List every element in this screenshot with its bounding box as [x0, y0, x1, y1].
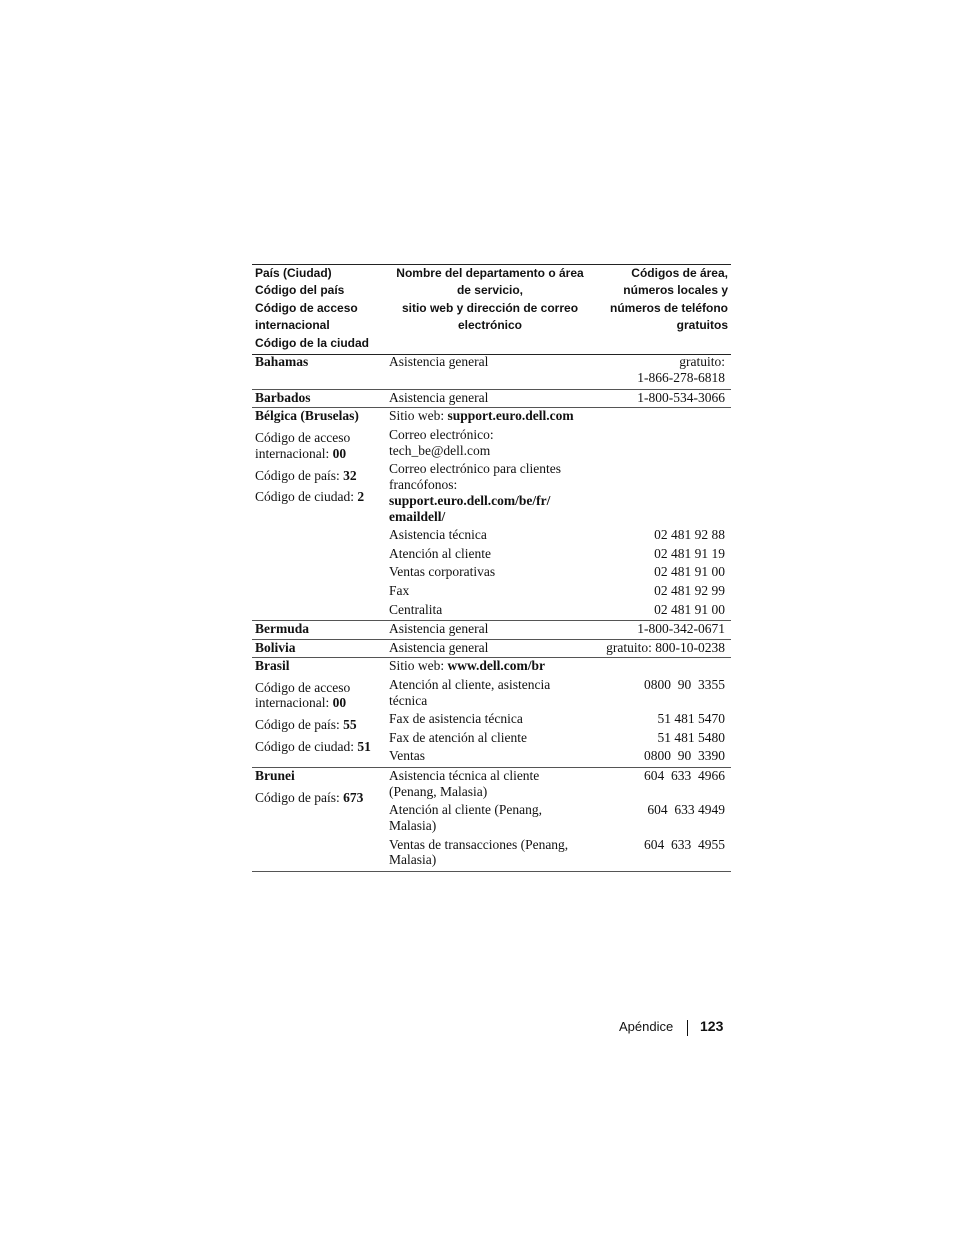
phone-number: 51 481 5470: [657, 711, 725, 726]
service-name: Asistencia general: [389, 640, 489, 655]
website-link[interactable]: www.dell.com/br: [447, 658, 546, 673]
footer-section-title: Apéndice: [619, 1019, 674, 1034]
service-name: Atención al cliente, asistencia: [389, 677, 551, 692]
header-service-column: [385, 265, 595, 335]
french-email-label: francófonos:: [389, 477, 458, 492]
service-name: (Penang, Malasia): [389, 784, 488, 799]
intl-code-label: internacional:: [255, 695, 333, 710]
country-block-bolivia: [252, 639, 731, 658]
country-name: Brasil: [255, 658, 290, 673]
country-block-brasil: [252, 657, 731, 768]
country-code-value: 673: [343, 790, 364, 805]
phone-number: 604 633 4966: [644, 768, 725, 783]
french-email-link[interactable]: support.euro.dell.com/be/fr/: [389, 493, 551, 508]
city-code-label: Código de ciudad:: [255, 489, 358, 504]
country-block-bahamas: [252, 353, 731, 389]
phone-number: 02 481 92 99: [654, 583, 725, 598]
header-text: gratuitos: [676, 318, 728, 333]
country-block-brunei: [252, 767, 731, 872]
country-block-barbados: [252, 389, 731, 408]
service-name: Atención al cliente (Penang,: [389, 802, 542, 817]
french-email-link[interactable]: emaildell/: [389, 509, 446, 524]
country-code-label: Código de país:: [255, 717, 344, 732]
country-name: Bahamas: [255, 354, 309, 369]
service-name: Fax de asistencia técnica: [389, 711, 523, 726]
header-text: Códigos de área,: [631, 266, 728, 280]
service-name: Asistencia general: [389, 621, 489, 636]
french-email-label: Correo electrónico para clientes: [389, 461, 562, 476]
service-name: Malasia): [389, 852, 437, 867]
phone-number: 1-800-534-3066: [637, 390, 725, 405]
city-code-line: [255, 739, 371, 755]
service-name: Fax: [389, 583, 410, 598]
country-code-value: 55: [343, 717, 357, 732]
country-code-line: [255, 468, 357, 484]
email-link[interactable]: tech_be@dell.com: [389, 443, 491, 458]
country-code-label: Código de país:: [255, 790, 344, 805]
website-line: [389, 658, 545, 674]
header-number-column: [588, 265, 728, 335]
phone-number: gratuito: 800-10-0238: [606, 640, 725, 655]
website-label: Sitio web:: [389, 658, 448, 673]
city-code-label: Código de ciudad:: [255, 739, 358, 754]
phone-number: 1-866-278-6818: [637, 370, 725, 385]
intl-code-line: [255, 446, 346, 462]
intl-code-value: 00: [332, 446, 347, 461]
phone-number: 604 633 4949: [647, 802, 725, 817]
email-label: Correo electrónico:: [389, 427, 494, 442]
header-text: electrónico: [457, 318, 523, 333]
footer-divider: [687, 1020, 688, 1036]
header-text: números locales y: [623, 283, 728, 298]
phone-number: 02 481 91 00: [654, 564, 725, 579]
country-name: Bermuda: [255, 621, 309, 636]
service-name: Fax de atención al cliente: [389, 730, 527, 745]
header-text: País (Ciudad): [255, 266, 332, 280]
table-header: [252, 264, 731, 355]
header-text: Código de la ciudad: [255, 335, 370, 350]
country-name: Brunei: [255, 768, 295, 783]
phone-number: 0800 90 3355: [644, 677, 725, 692]
phone-number: 51 481 5480: [657, 730, 725, 745]
service-name: Centralita: [389, 602, 443, 617]
phone-number: 604 633 4955: [644, 837, 725, 852]
country-name: Barbados: [255, 390, 311, 405]
country-name: Bélgica (Bruselas): [255, 408, 359, 423]
phone-number: 02 481 92 88: [654, 527, 725, 542]
header-text: de servicio,: [456, 283, 524, 298]
phone-number: 02 481 91 19: [654, 546, 725, 561]
header-text: números de teléfono: [609, 300, 728, 315]
service-name: Atención al cliente: [389, 546, 491, 561]
intl-code-line: [255, 695, 346, 711]
service-name: Ventas corporativas: [389, 564, 496, 579]
intl-code-label: Código de acceso: [255, 430, 351, 445]
service-name: técnica: [389, 693, 428, 708]
phone-number: gratuito:: [679, 354, 725, 369]
website-link[interactable]: support.euro.dell.com: [447, 408, 574, 423]
intl-code-label: Código de acceso: [255, 680, 351, 695]
header-text: internacional: [255, 318, 330, 333]
phone-number: 1-800-342-0671: [637, 621, 725, 636]
country-code-line: [255, 717, 357, 733]
service-name: Asistencia general: [389, 354, 489, 369]
city-code-line: [255, 489, 364, 505]
intl-code-value: 00: [332, 695, 347, 710]
country-name: Bolivia: [255, 640, 296, 655]
service-name: Asistencia general: [389, 390, 489, 405]
city-code-value: 51: [357, 739, 371, 754]
country-block-bermuda: [252, 620, 731, 640]
service-name: Asistencia técnica: [389, 527, 487, 542]
service-name: Malasia): [389, 818, 437, 833]
country-block-belgica: [252, 407, 731, 621]
header-text: Código del país: [255, 283, 345, 298]
header-text: Nombre del departamento o área: [396, 266, 584, 280]
intl-code-label: internacional:: [255, 446, 333, 461]
service-name: Asistencia técnica al cliente: [389, 768, 540, 783]
service-name: Ventas: [389, 748, 425, 763]
phone-number: 02 481 91 00: [654, 602, 725, 617]
city-code-value: 2: [357, 489, 365, 504]
website-line: [389, 408, 574, 424]
country-code-line: [255, 790, 363, 806]
country-code-label: Código de país:: [255, 468, 344, 483]
header-text: sitio web y dirección de correo: [401, 300, 579, 315]
country-code-value: 32: [343, 468, 357, 483]
page-number: 123: [700, 1018, 724, 1034]
header-country-column: [255, 265, 390, 352]
service-name: Ventas de transacciones (Penang,: [389, 837, 569, 852]
phone-number: 0800 90 3390: [644, 748, 725, 763]
website-label: Sitio web:: [389, 408, 448, 423]
header-text: Código de acceso: [255, 300, 358, 315]
